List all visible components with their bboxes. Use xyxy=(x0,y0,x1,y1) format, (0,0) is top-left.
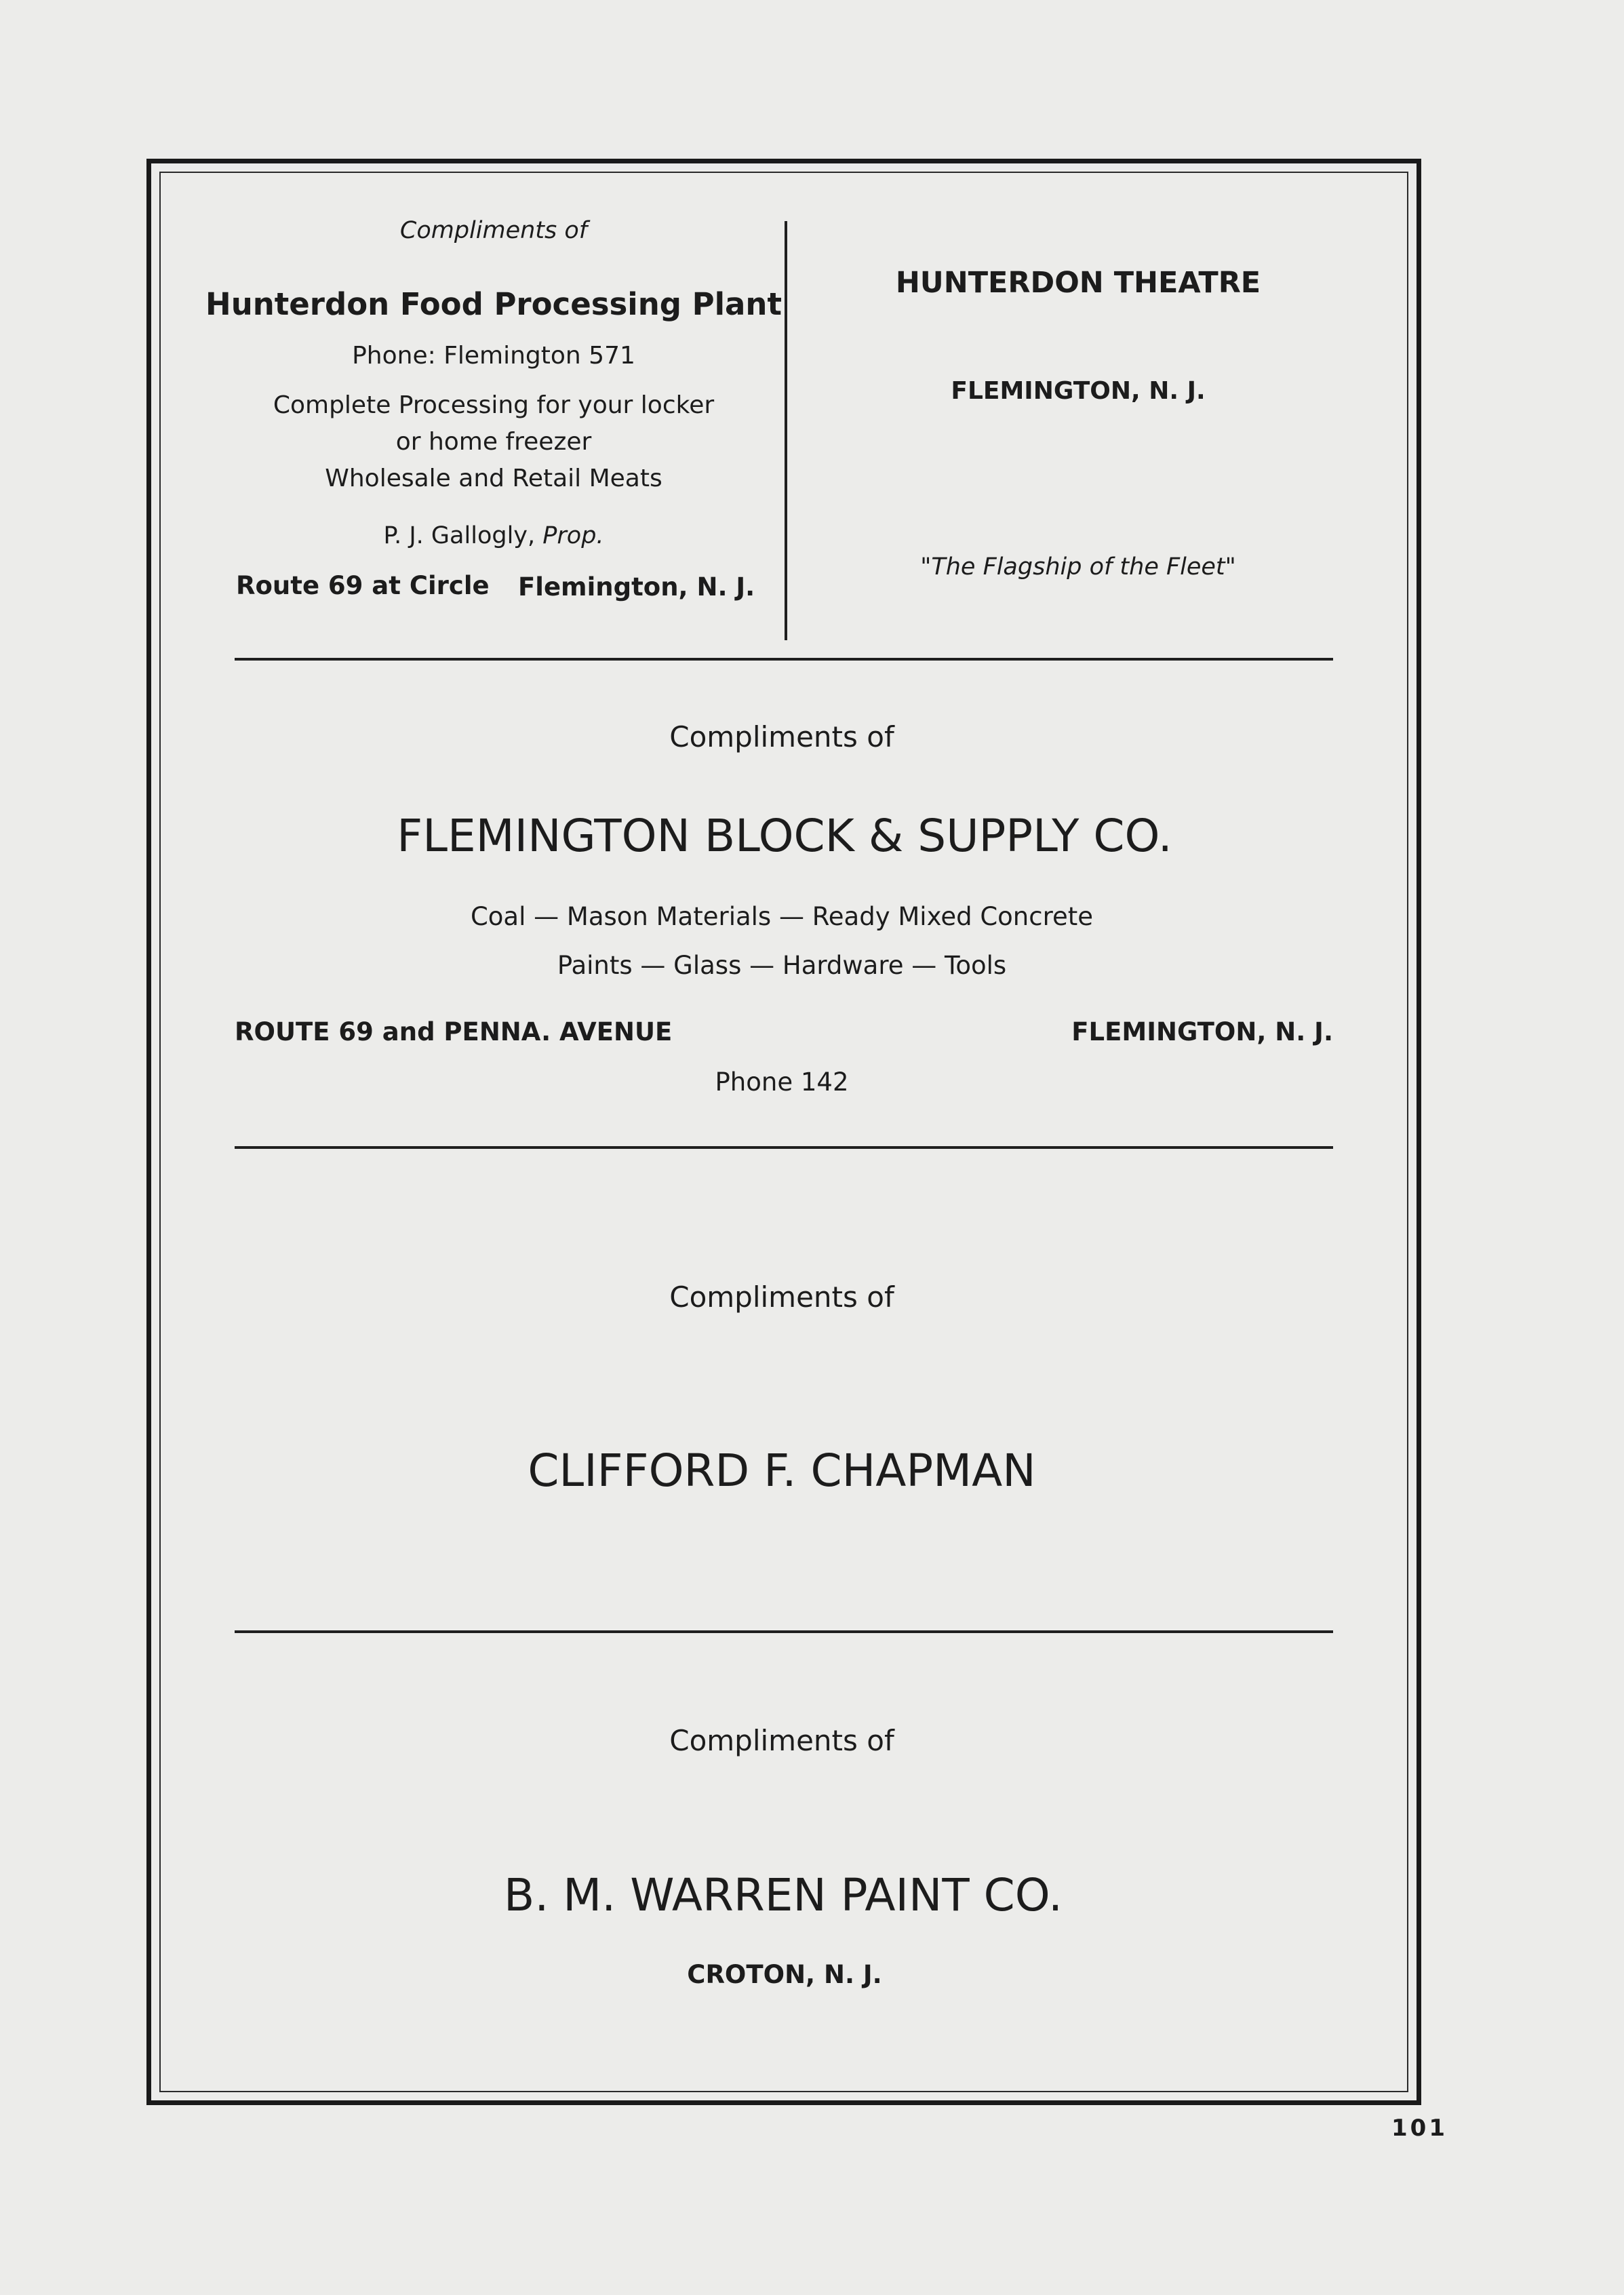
column-divider xyxy=(785,221,787,640)
theatre-slogan: "The Flagship of the Fleet" xyxy=(920,553,1236,581)
theatre-name: HUNTERDON THEATRE xyxy=(895,266,1261,300)
warren-city: CROTON, N. J. xyxy=(687,1960,882,1989)
section-divider-3 xyxy=(235,1630,1333,1633)
proprietor-title: Prop. xyxy=(542,522,604,549)
food-plant-line3: Wholesale and Retail Meats xyxy=(325,465,662,492)
food-plant-line1: Complete Processing for your locker xyxy=(273,391,715,419)
food-plant-route: Route 69 at Circle xyxy=(236,571,490,600)
food-plant-proprietor xyxy=(383,522,603,549)
page-border xyxy=(146,159,1421,2105)
block-supply-products-2: Paints — Glass — Hardware — Tools xyxy=(557,951,1007,980)
food-plant-city: Flemington, N. J. xyxy=(518,572,755,602)
block-supply-name: FLEMINGTON BLOCK & SUPPLY CO. xyxy=(397,810,1172,862)
block-supply-products-1: Coal — Mason Materials — Ready Mixed Concrete xyxy=(470,902,1094,931)
chapman-compliments: Compliments of xyxy=(669,1280,894,1314)
food-plant-name: Hunterdon Food Processing Plant xyxy=(205,286,782,322)
section-divider-1 xyxy=(235,658,1333,661)
theatre-city: FLEMINGTON, N. J. xyxy=(951,377,1206,405)
block-supply-city: FLEMINGTON, N. J. xyxy=(1071,1017,1333,1046)
block-supply-address: ROUTE 69 and PENNA. AVENUE xyxy=(235,1017,673,1046)
chapman-name: CLIFFORD F. CHAPMAN xyxy=(528,1445,1036,1497)
food-plant-line2: or home freezer xyxy=(395,428,592,456)
food-plant-compliments: Compliments of xyxy=(399,217,588,244)
warren-compliments: Compliments of xyxy=(669,1724,894,1757)
page-border-inner xyxy=(159,172,1408,2092)
proprietor-name: P. J. Gallogly, xyxy=(383,522,543,549)
block-supply-compliments: Compliments of xyxy=(669,720,894,753)
block-supply-phone: Phone 142 xyxy=(715,1067,849,1097)
page-number: 101 xyxy=(1391,2115,1448,2142)
food-plant-phone: Phone: Flemington 571 xyxy=(352,342,635,370)
warren-name: B. M. WARREN PAINT CO. xyxy=(504,1869,1063,1921)
section-divider-2 xyxy=(235,1146,1333,1149)
